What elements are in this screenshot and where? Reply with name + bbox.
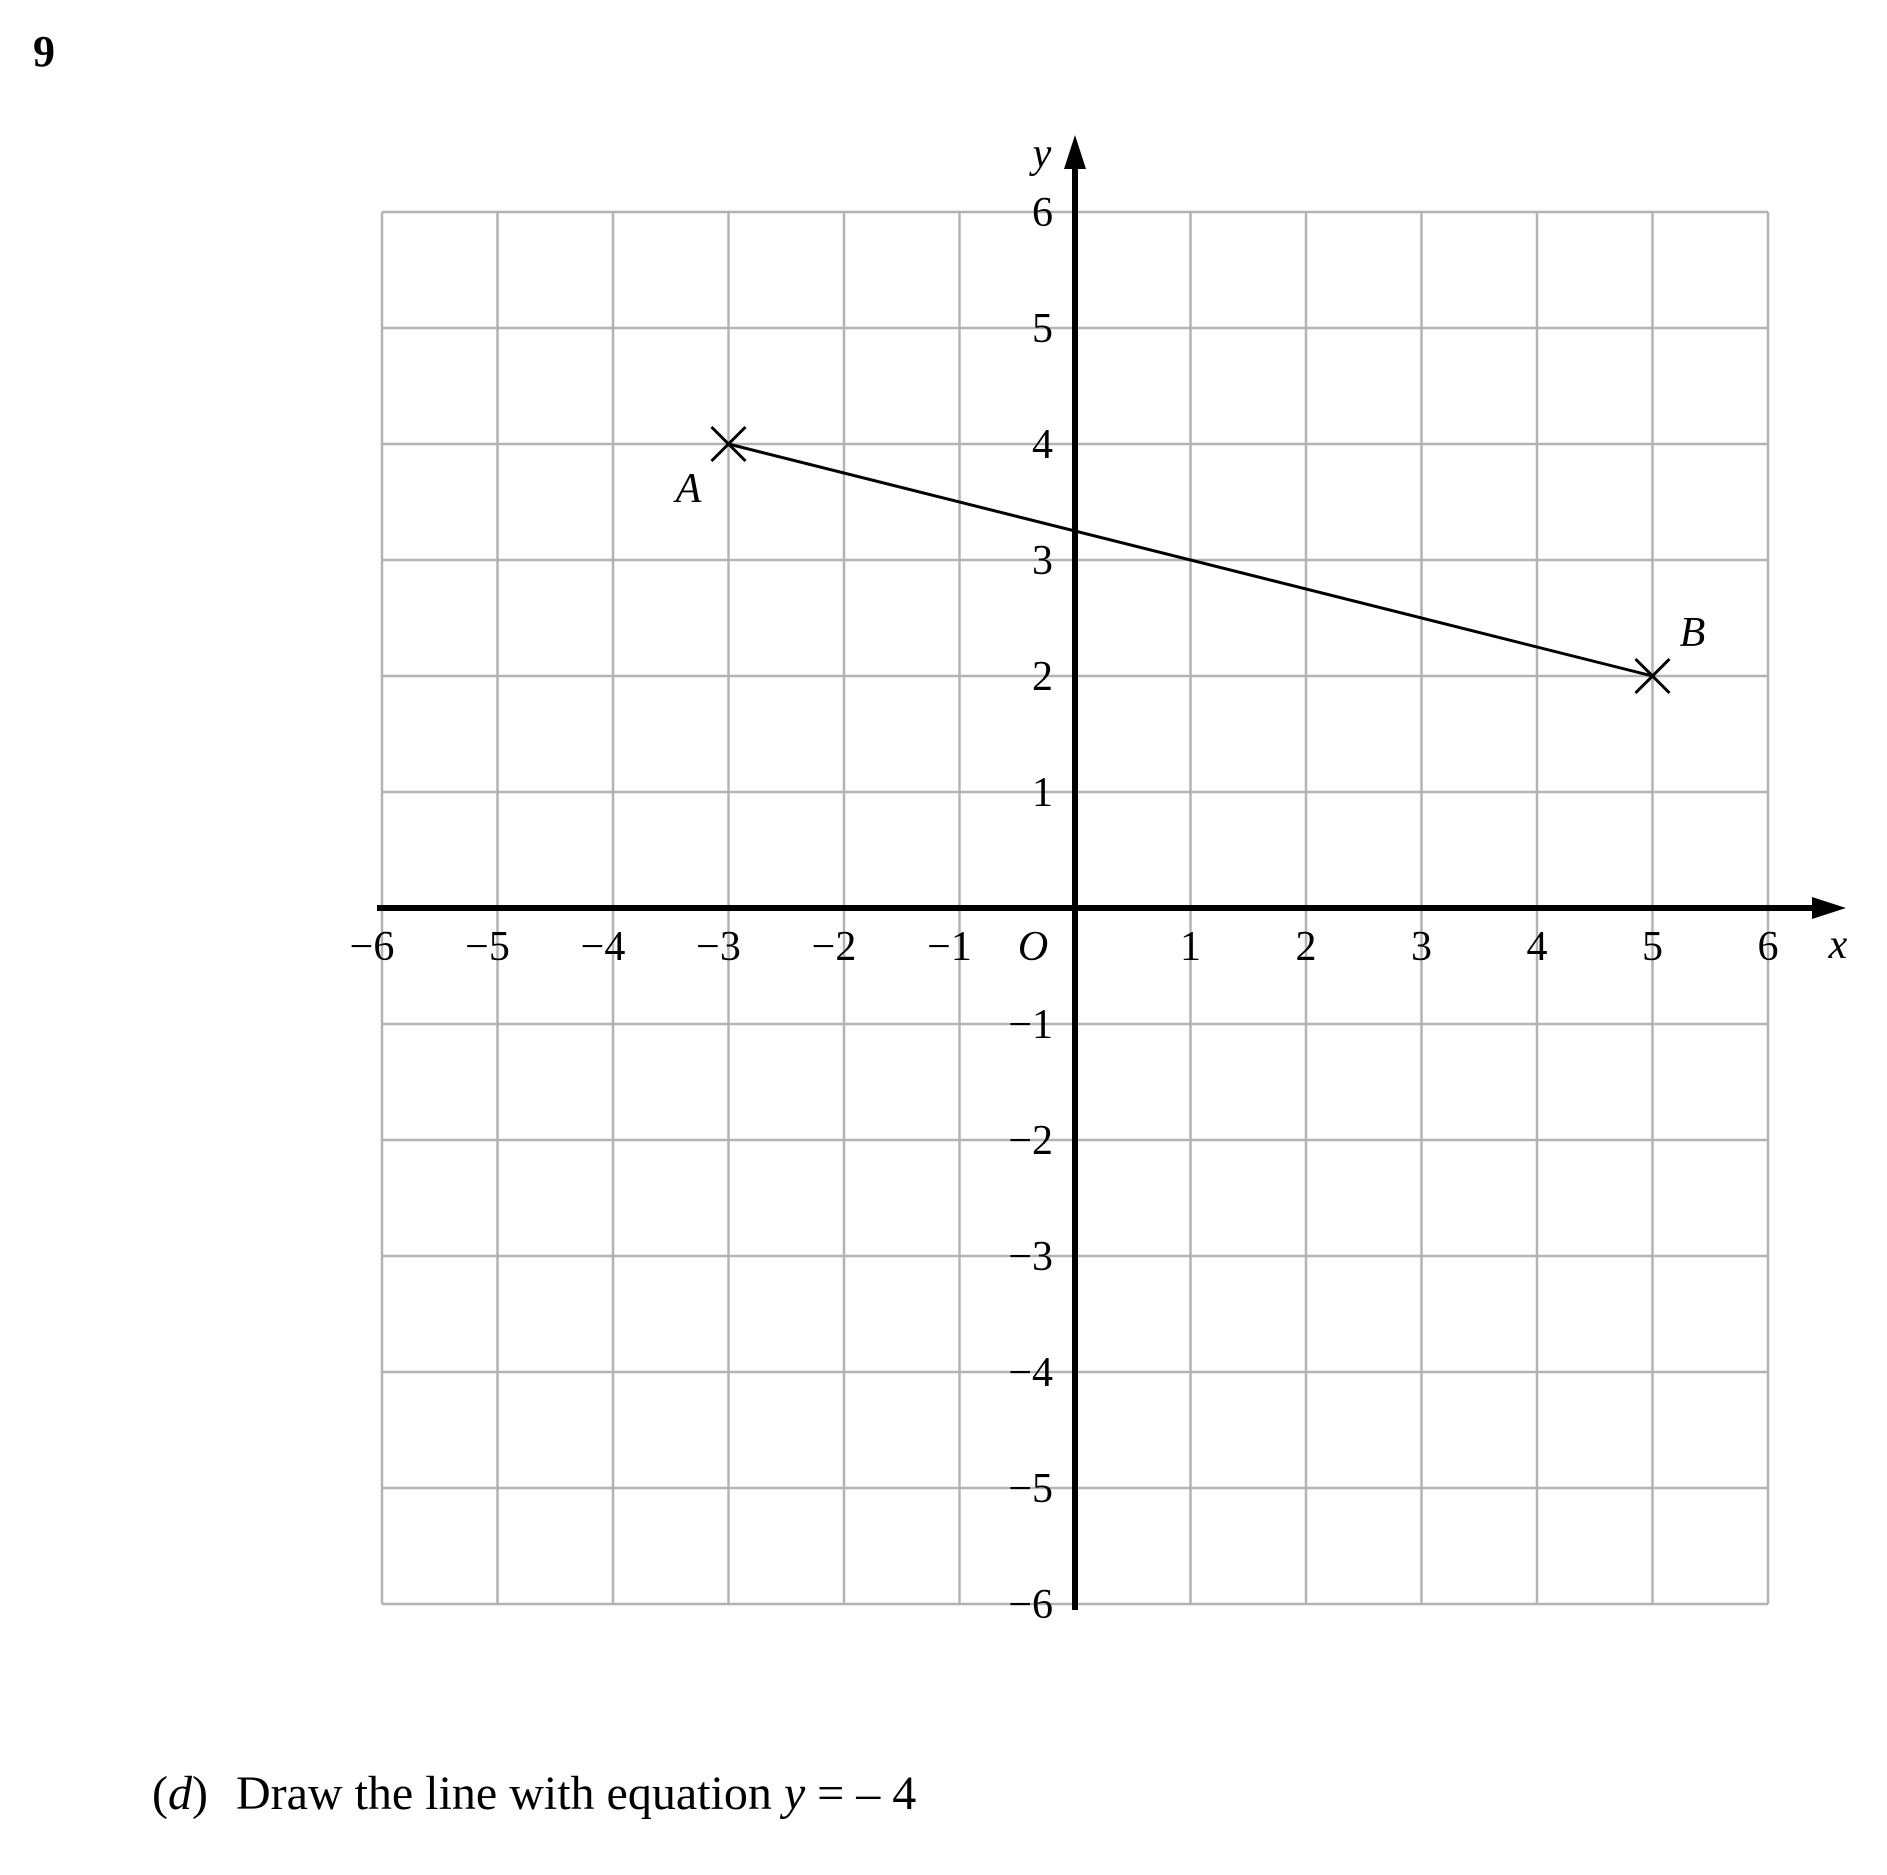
question-number: 9 [33, 27, 55, 76]
point-B [1636, 610, 1706, 693]
y-tick-label: −1 [1008, 1002, 1053, 1048]
question-part-d [152, 1767, 917, 1820]
y-tick-label: 3 [1032, 538, 1053, 584]
y-tick-label: −3 [1008, 1234, 1053, 1280]
y-axis-label: y [1032, 131, 1052, 177]
y-tick-label: −5 [1008, 1466, 1053, 1512]
axes [377, 135, 1846, 1610]
equation-rest: = – 4 [805, 1767, 917, 1820]
part-label [152, 1767, 208, 1820]
x-tick-label: 4 [1526, 924, 1548, 970]
x-tick-label: −2 [811, 924, 857, 970]
y-tick-label: 6 [1032, 190, 1053, 236]
x-tick-label: 1 [1180, 924, 1201, 970]
question-text [236, 1767, 916, 1820]
x-tick-label: 5 [1642, 924, 1663, 970]
y-tick-label: 5 [1032, 306, 1053, 352]
x-tick-label: −4 [580, 924, 626, 970]
y-axis-arrow-icon [1064, 135, 1086, 169]
x-tick-label: −1 [927, 924, 972, 970]
y-tick-label: −4 [1008, 1350, 1053, 1396]
y-tick-label: 2 [1032, 654, 1053, 700]
x-tick-label: 6 [1757, 924, 1779, 970]
x-axis-label: x [1828, 922, 1848, 968]
part-letter: d [167, 1767, 192, 1820]
equation-variable: y [783, 1767, 806, 1820]
x-tick-label: −5 [465, 924, 510, 970]
x-tick-label: −6 [349, 924, 395, 970]
y-tick-label: 1 [1032, 770, 1053, 816]
tick-labels [350, 131, 1848, 1628]
part-open: ( [152, 1767, 168, 1820]
x-axis-arrow-icon [1812, 897, 1846, 919]
part-close: ) [191, 1767, 208, 1820]
point-label-A: A [675, 466, 702, 512]
question-text-before: Draw the line with equation [235, 1767, 784, 1820]
y-tick-label: −2 [1008, 1118, 1053, 1164]
y-tick-label: 4 [1032, 422, 1053, 468]
origin-label: O [1017, 924, 1049, 970]
y-tick-label: −6 [1008, 1582, 1053, 1628]
point-A [673, 427, 746, 512]
x-tick-label: 3 [1411, 924, 1432, 970]
point-label-B: B [1679, 610, 1706, 656]
x-tick-label: −3 [696, 924, 741, 970]
x-tick-label: 2 [1295, 924, 1317, 970]
